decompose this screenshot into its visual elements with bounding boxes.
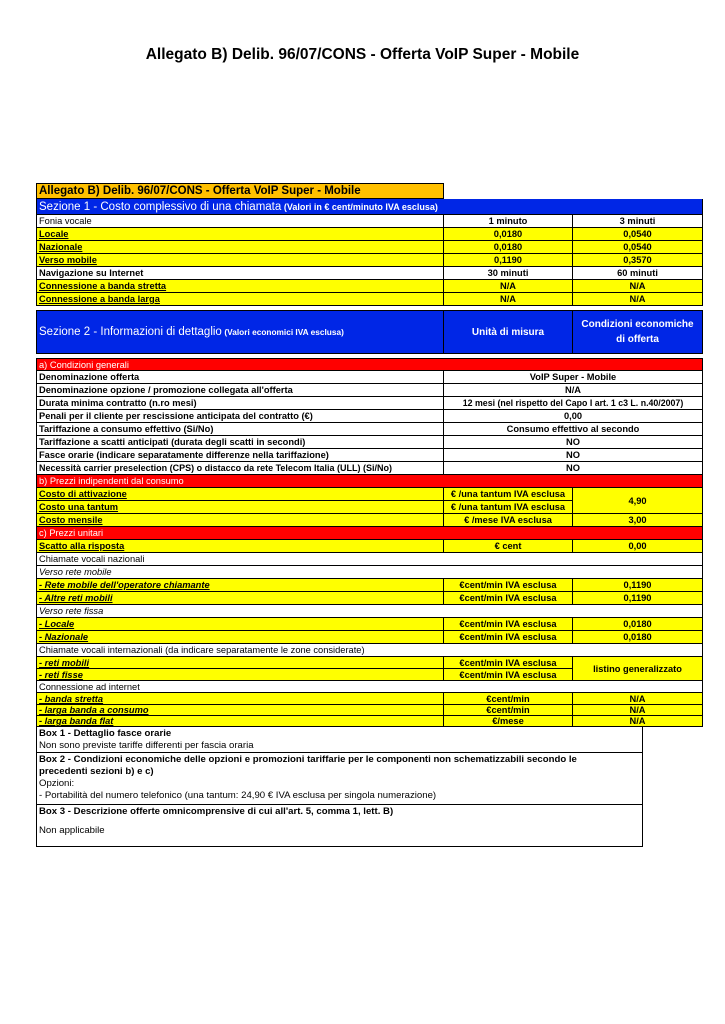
row-unit: €cent/min IVA esclusa (444, 579, 573, 592)
row-value: N/A (573, 293, 703, 306)
row-value: 0,0180 (573, 618, 703, 631)
section1-note: (Valori in € cent/minuto IVA esclusa) (283, 201, 438, 212)
row-unit: €cent/min IVA esclusa (444, 669, 573, 681)
box1 (36, 727, 643, 753)
nav-col1: 30 minuti (444, 267, 573, 280)
row-value: 0,0180 (444, 228, 573, 241)
row-unit: €cent/min IVA esclusa (444, 631, 573, 644)
fonia-header-row (36, 215, 703, 228)
row-label: Tariffazione a consumo effettivo (Si/No) (36, 423, 444, 436)
row-value: N/A (444, 280, 573, 293)
row-unit: € /una tantum IVA esclusa (444, 488, 573, 501)
table-row (36, 241, 703, 254)
fonia-label: Fonia vocale (36, 215, 444, 228)
box2-title-line2: precedenti sezioni b) e c) (39, 766, 154, 777)
table-row (36, 631, 703, 644)
row-value: 0,0180 (444, 241, 573, 254)
row-value: NO (444, 462, 703, 475)
table-row (36, 705, 703, 716)
row-value: NO (444, 449, 703, 462)
nav-label: Navigazione su Internet (36, 267, 444, 280)
table-row (36, 293, 703, 306)
box2 (36, 753, 643, 805)
section-c-title: c) Prezzi unitari (36, 527, 703, 540)
table-row (36, 716, 703, 727)
row-unit: €cent/min IVA esclusa (444, 657, 573, 669)
table-row (36, 280, 703, 293)
table-row (36, 592, 703, 605)
row-label: - larga banda flat (36, 716, 444, 727)
table-row (36, 693, 703, 705)
row-label: Denominazione opzione / promozione collegata all'offerta (36, 384, 444, 397)
row-value: N/A (444, 384, 703, 397)
section-b-header (36, 475, 703, 488)
table-row (36, 423, 703, 436)
row-unit: € cent (444, 540, 573, 553)
row-unit: € /una tantum IVA esclusa (444, 501, 573, 514)
section-b-block (36, 488, 703, 527)
table-row (36, 384, 703, 397)
row-value: 0,1190 (573, 579, 703, 592)
row-label: Scatto alla risposta (36, 540, 444, 553)
row-label: - Rete mobile dell'operatore chiamante (36, 579, 444, 592)
row-value: NO (444, 436, 703, 449)
row-label: Penali per il cliente per rescissione anticipata del contratto (€) (36, 410, 444, 423)
box1-text: Non sono previste tariffe differenti per fascia oraria (39, 740, 254, 751)
sheet-header (36, 183, 703, 199)
section-a-title: a) Condizioni generali (36, 359, 703, 371)
activation-cost-value: 4,90 (573, 488, 703, 514)
row-value: 3,00 (573, 514, 703, 527)
section2-title-cell (36, 311, 444, 354)
row-label: Fasce orarie (indicare separatamente differenze nella tariffazione) (36, 449, 444, 462)
table-row (36, 228, 703, 241)
section-a-header (36, 358, 703, 371)
row-label: - Locale (36, 618, 444, 631)
section1-header (36, 199, 703, 215)
row-value: 0,0180 (573, 631, 703, 644)
row-label: Costo una tantum (36, 501, 444, 514)
table-row (36, 540, 703, 553)
nav-col2: 60 minuti (573, 267, 703, 280)
group-row (36, 605, 703, 618)
section2-title: Sezione 2 - Informazioni di dettaglio (39, 326, 222, 338)
section1-title: Sezione 1 - Costo complessivo di una chiamata (39, 200, 282, 213)
row-label: Locale (36, 228, 444, 241)
fixed-network-label: Verso rete fissa (36, 605, 703, 618)
fonia-col1: 1 minuto (444, 215, 573, 228)
row-value: Consumo effettivo al secondo (444, 423, 703, 436)
box1-title: Box 1 - Dettaglio fasce orarie (39, 728, 172, 739)
table-row (36, 462, 703, 475)
row-label: Verso mobile (36, 254, 444, 267)
section-b-title: b) Prezzi indipendenti dal consumo (36, 475, 703, 488)
row-label: Nazionale (36, 241, 444, 254)
row-label: Tariffazione a scatti anticipati (durata degli scatti in secondi) (36, 436, 444, 449)
table-row (36, 397, 703, 410)
offer-sheet (36, 183, 703, 847)
table-row (36, 514, 703, 527)
row-unit: €cent/min IVA esclusa (444, 592, 573, 605)
table-row (36, 254, 703, 267)
box2-line1: Opzioni: (39, 778, 75, 789)
box3-text: Non applicabile (39, 825, 105, 836)
page-title: Allegato B) Delib. 96/07/CONS - Offerta VoIP Super - Mobile (145, 46, 580, 63)
row-value: 0,00 (573, 540, 703, 553)
table-row (36, 579, 703, 592)
international-value: listino generalizzato (573, 657, 703, 681)
row-label: - reti fisse (36, 669, 444, 681)
row-label: - larga banda a consumo (36, 705, 444, 716)
conditions-header-line1: Condizioni economiche (581, 319, 694, 330)
group-row (36, 553, 703, 566)
nav-header-row (36, 267, 703, 280)
row-label: Necessità carrier preselection (CPS) o distacco da rete Telecom Italia (ULL) (Si/No) (36, 462, 444, 475)
fonia-col2: 3 minuti (573, 215, 703, 228)
row-label: - Nazionale (36, 631, 444, 644)
row-value: 0,0540 (573, 241, 703, 254)
national-calls-label: Chiamate vocali nazionali (36, 553, 703, 566)
group-row (36, 566, 703, 579)
row-unit: €cent/min (444, 693, 573, 705)
row-value: 12 mesi (nel rispetto del Capo I art. 1 c3 L. n.40/2007) (444, 397, 703, 410)
row-value: N/A (573, 280, 703, 293)
row-value: 0,3570 (573, 254, 703, 267)
sheet-header-title: Allegato B) Delib. 96/07/CONS - Offerta VoIP Super - Mobile (36, 183, 444, 199)
unit-column-header: Unità di misura (444, 311, 573, 354)
section-c-header (36, 527, 703, 540)
conditions-header-line2: di offerta (616, 334, 659, 345)
row-label: Costo di attivazione (36, 488, 444, 501)
row-label: - banda stretta (36, 693, 444, 705)
row-label: - reti mobili (36, 657, 444, 669)
box3-title: Box 3 - Descrizione offerte omnicomprensive di cui all'art. 5, comma 1, lett. B) (39, 806, 394, 817)
table-row (36, 410, 703, 423)
row-value: N/A (573, 716, 703, 727)
row-unit: € /mese IVA esclusa (444, 514, 573, 527)
row-value: 0,1190 (573, 592, 703, 605)
row-label: Denominazione offerta (36, 371, 444, 384)
row-value: N/A (573, 693, 703, 705)
row-label: Durata minima contratto (n.ro mesi) (36, 397, 444, 410)
row-value: N/A (444, 293, 573, 306)
row-value: N/A (573, 705, 703, 716)
row-label: Costo mensile (36, 514, 444, 527)
section2-note: (Valori economici IVA esclusa) (224, 327, 344, 337)
box3 (36, 805, 643, 847)
table-row (36, 618, 703, 631)
row-label: Connessione a banda stretta (36, 280, 444, 293)
row-unit: €/mese (444, 716, 573, 727)
international-calls-label: Chiamate vocali internazionali (da indicare separatamente le zone considerate) (36, 644, 703, 657)
international-block (36, 657, 703, 681)
table-row (36, 371, 703, 384)
box2-title-line1: Box 2 - Condizioni economiche delle opzioni e promozioni tariffarie per le componenti non schematizzabili secondo le (39, 754, 577, 765)
row-label: Connessione a banda larga (36, 293, 444, 306)
row-unit: €cent/min IVA esclusa (444, 618, 573, 631)
row-value: 0,0540 (573, 228, 703, 241)
row-label: - Altre reti mobili (36, 592, 444, 605)
internet-connection-label: Connessione ad internet (36, 681, 703, 693)
row-value: 0,00 (444, 410, 703, 423)
row-unit: €cent/min (444, 705, 573, 716)
conditions-column-header (573, 311, 703, 354)
box2-line2: - Portabilità del numero telefonico (una tantum: 24,90 € IVA esclusa per singola numerazione) (39, 790, 437, 801)
table-row (36, 449, 703, 462)
table-row (36, 436, 703, 449)
section2-header (36, 310, 703, 354)
row-value: VoIP Super - Mobile (444, 371, 703, 384)
group-row (36, 681, 703, 693)
group-row (36, 644, 703, 657)
mobile-network-label: Verso rete mobile (36, 566, 703, 579)
row-value: 0,1190 (444, 254, 573, 267)
